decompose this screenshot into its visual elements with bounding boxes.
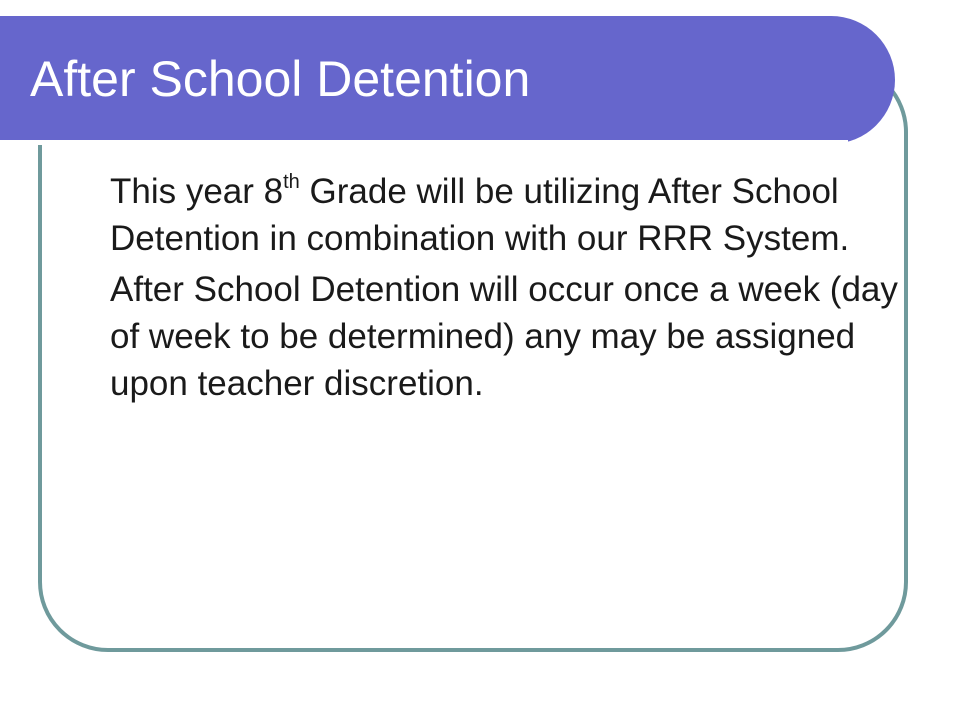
- paragraph-1-text-start: This year 8: [110, 172, 284, 211]
- body-paragraph-2: After School Detention will occur once a week (day of week to be determined) any may be assigned upon teacher discretion.: [110, 270, 898, 403]
- body-paragraph-1: [110, 168, 900, 262]
- ordinal-superscript: th: [283, 171, 300, 193]
- paragraph-1-text-end: Grade will be utilizing After School Detention in combination with our RRR System.: [110, 172, 850, 258]
- slide-title: After School Detention: [30, 51, 531, 107]
- title-bar: [0, 16, 895, 144]
- title-underline-rule: [0, 140, 848, 145]
- slide-body: [110, 168, 900, 411]
